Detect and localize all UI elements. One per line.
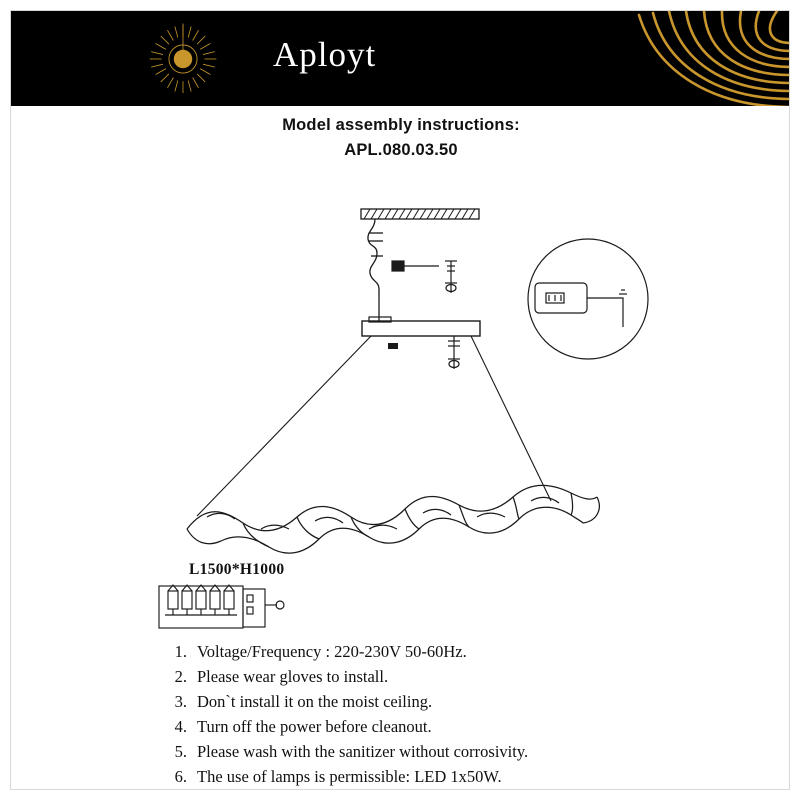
brand-name: Aployt: [273, 35, 377, 74]
ceiling-hook-icon: [368, 219, 383, 289]
assembly-diagram-svg: [11, 171, 790, 631]
list-item: [161, 664, 771, 689]
list-item-text: Turn off the power before cleanout.: [197, 717, 432, 736]
instructions-list: [161, 639, 771, 789]
connector-plug-icon: [535, 283, 627, 327]
dimension-label: L1500*H1000: [189, 561, 285, 578]
list-item: [161, 714, 771, 739]
list-item-text: Don`t install it on the moist ceiling.: [197, 692, 433, 711]
list-item: [161, 764, 771, 789]
model-code: APL.080.03.50: [344, 141, 458, 159]
list-item-number: 6.: [174, 767, 187, 786]
wave-pendant-lamp-icon: [187, 485, 599, 553]
hatched-ceiling-icon: [361, 209, 479, 219]
list-item-text: The use of lamps is permissible: LED 1x50W.: [197, 767, 502, 786]
led-driver-terminal-block-icon: [159, 585, 284, 628]
list-item-text: Please wear gloves to install.: [197, 667, 389, 686]
assembly-drawing: [11, 171, 790, 631]
mounting-plate-icon: [362, 317, 480, 349]
header-banner: [11, 11, 790, 106]
list-item: [161, 689, 771, 714]
list-item-number: 2.: [174, 667, 187, 686]
list-item-text: Please wash with the sanitizer without corrosivity.: [197, 742, 529, 761]
list-item-text: Voltage/Frequency : 220-230V 50-60Hz.: [197, 642, 467, 661]
page-title: Model assembly instructions:: [282, 116, 520, 134]
list-item: [161, 739, 771, 764]
list-item-number: 1.: [174, 642, 187, 661]
list-item-number: 5.: [174, 742, 187, 761]
screw-secondary-icon: [448, 336, 460, 369]
title-block: [11, 116, 790, 160]
instruction-sheet: [10, 10, 790, 790]
list-item-number: 3.: [174, 692, 187, 711]
sunburst-logo-icon: [146, 22, 220, 96]
list-item: [161, 639, 771, 664]
screw-and-anchor-icon: [392, 261, 457, 293]
gold-rays-decoration-icon: [461, 11, 790, 106]
list-item-number: 4.: [174, 717, 187, 736]
lamp-suspension-cables-icon: [197, 336, 551, 516]
